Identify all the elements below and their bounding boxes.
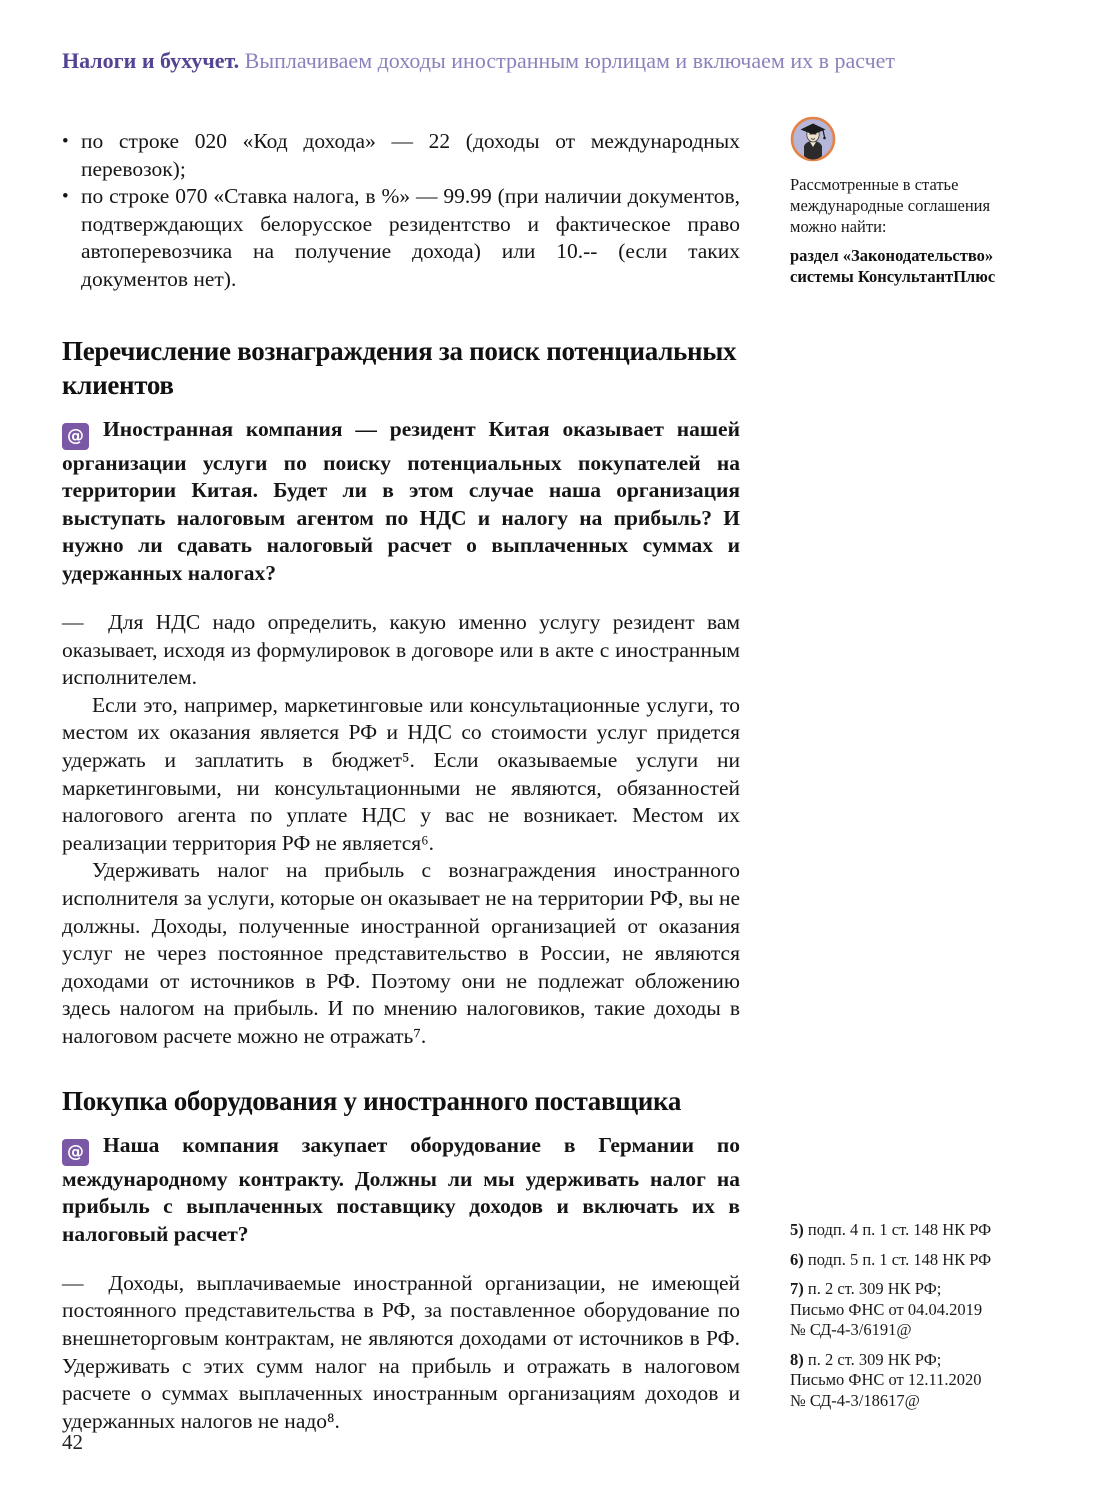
- list-item: [62, 183, 740, 293]
- question-text: Иностранная компания — резидент Китая оказывает нашей организации услуги по поиску потенциальных покупателей на территории Китая. Будет ли в этом случае наша организация выступать налоговым агентом по НДС и налогу на прибыль? И нужно ли сдавать налоговый расчет о выплаченных суммах и удержанных налогах?: [62, 416, 740, 585]
- footnote-text: № СД-4-3/18617@: [790, 1390, 920, 1410]
- footnote: [790, 1279, 1030, 1341]
- reader-question: [62, 1132, 740, 1249]
- footnote-text: подп. 5 п. 1 ст. 148 НК РФ: [807, 1249, 992, 1269]
- footnote-number: 6): [790, 1249, 804, 1269]
- answer-paragraph: Если это, например, маркетинговые или консультационные услуги, то местом их оказания является РФ и НДС со стоимости услуг придется удержать и заплатить в бюджет⁵. Если оказываемые услуги ни маркетинговыми, ни консультационными не являются, обязанностей налогового агента по уплате НДС у вас не возникает. Местом их реализации территория РФ не является⁶.: [62, 692, 740, 855]
- answer-paragraph: — Для НДС надо определить, какую именно услугу резидент вам оказывает, исходя из формулировок в договоре или в акте с иностранным исполнителем.: [62, 610, 740, 690]
- bullet-icon: •: [62, 131, 69, 152]
- bullet-text: по строке 020 «Код дохода» — 22 (доходы от международных перевозок);: [81, 129, 740, 181]
- footnote-text: Письмо ФНС от 12.11.2020: [790, 1370, 982, 1389]
- intro-bullet-list: [62, 128, 740, 294]
- footnote: [790, 1220, 1030, 1241]
- footnote-text: п. 2 ст. 309 НК РФ;: [807, 1279, 942, 1298]
- question-text: Наша компания закупает оборудование в Германии по международному контракту. Должны ли мы удерживать налог на прибыль с выплаченных поставщику доходов и включать их в налоговый расчет?: [62, 1132, 740, 1246]
- footnote: [790, 1250, 1030, 1271]
- section-heading-equipment: Покупка оборудования у иностранного поставщика: [62, 1085, 682, 1116]
- article-title: Выплачиваем доходы иностранным юрлицам и включаем их в расчет: [244, 48, 896, 73]
- main-column: [62, 0, 740, 1435]
- footnote-text: подп. 4 п. 1 ст. 148 НК РФ: [807, 1220, 992, 1239]
- email-at-icon: @: [62, 423, 89, 450]
- answer-paragraph: Удерживать налог на прибыль с вознаграждения иностранного исполнителя за услуги, которые он оказывает не на территории РФ, вы не должны. Доходы, полученные иностранной организацией от оказания услуг не через постоянное представительство в России, не являются доходами от источников в РФ. Поэтому они не подлежат обложению здесь налогом на прибыль. И по мнению налоговиков, такие доходы в налоговом расчете можно не отражать⁷.: [62, 858, 740, 1048]
- footnote-text: Письмо ФНС от 04.04.2019: [790, 1299, 983, 1319]
- answer-paragraph: — Доходы, выплачиваемые иностранной организации, не имеющей постоянного представительства в РФ, за поставленное оборудование по внешнеторговым контрактам, не являются доходами от источников в РФ. Удерживать с этих сумм налог на прибыль и отражать в налоговом расчете о суммах выплаченных иностранным организациям доходов и удержанных налогов не надо⁸.: [62, 1270, 740, 1433]
- footnote-number: 7): [790, 1279, 804, 1298]
- footnote-text: № СД-4-3/6191@: [790, 1320, 912, 1339]
- footnote: [790, 1350, 1030, 1412]
- bullet-text: по строке 070 «Ставка налога, в %» — 99.99 (при наличии документов, подтверждающих белорусское резидентство и фактическое право автоперевозчика на получение дохода) или 10.-- (если таких документов нет).: [81, 184, 740, 291]
- footnote-number: 8): [790, 1349, 804, 1369]
- note-text: Рассмотренные в статье международные соглашения можно найти:: [790, 175, 991, 236]
- footnote-column: [790, 1220, 1030, 1420]
- reader-question: [62, 416, 740, 588]
- sidebar-note: [790, 116, 1022, 287]
- rubric-title: Налоги и бухучет.: [62, 48, 240, 73]
- section-heading-remuneration: Перечисление вознаграждения за поиск потенциальных клиентов: [62, 335, 737, 400]
- footnote-number: 5): [790, 1220, 804, 1239]
- list-item: [62, 128, 740, 183]
- footnote-text: п. 2 ст. 309 НК РФ;: [807, 1349, 942, 1369]
- page-number: 42: [62, 1430, 83, 1454]
- scholar-icon: [790, 116, 836, 162]
- note-reference: раздел «Законодательство» системы КонсультантПлюс: [790, 246, 996, 286]
- bullet-icon: •: [62, 186, 69, 208]
- email-at-icon: @: [62, 1139, 89, 1166]
